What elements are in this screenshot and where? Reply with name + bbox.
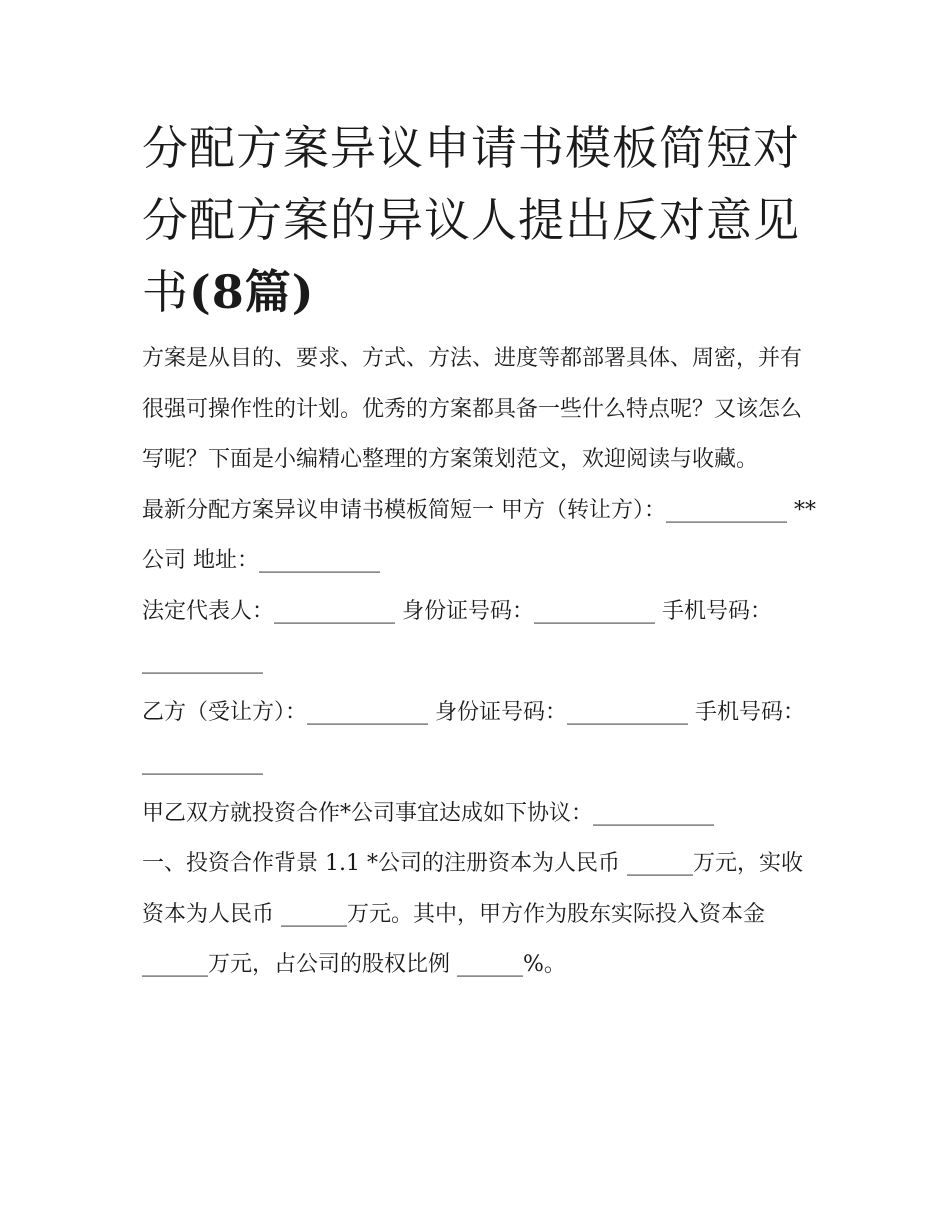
document-page [142, 112, 822, 991]
background-paragraph: 一、投资合作背景 1.1 *公司的注册资本为人民币 ______万元，实收资本为人民币 ______万元。其中，甲方作为股东实际投入资本金 ______万元，占公司的股权比例 ______%。 [142, 851, 803, 977]
party-b-paragraph: 乙方（受让方）：___________ 身份证号码：___________ 手机号码：___________ [142, 699, 805, 775]
legal-rep-paragraph: 法定代表人：___________ 身份证号码：___________ 手机号码：___________ [142, 598, 772, 674]
intro-paragraph: 方案是从目的、要求、方式、方法、进度等都部署具体、周密，并有很强可操作性的计划。优秀的方案都具备一些什么特点呢？又该怎么写呢？下面是小编精心整理的方案策划范文，欢迎阅读与收藏。 [142, 346, 803, 472]
party-a-paragraph: 最新分配方案异议申请书模板简短一 甲方（转让方）：___________ **公司 地址：___________ [142, 497, 816, 573]
title-suffix: (8篇) [189, 265, 315, 319]
title-main: 分配方案异议申请书模板简短对分配方案的异议人提出反对意见书 [142, 121, 800, 319]
document-title [142, 112, 822, 328]
agreement-paragraph: 甲乙双方就投资合作*公司事宜达成如下协议：___________ [142, 800, 715, 826]
